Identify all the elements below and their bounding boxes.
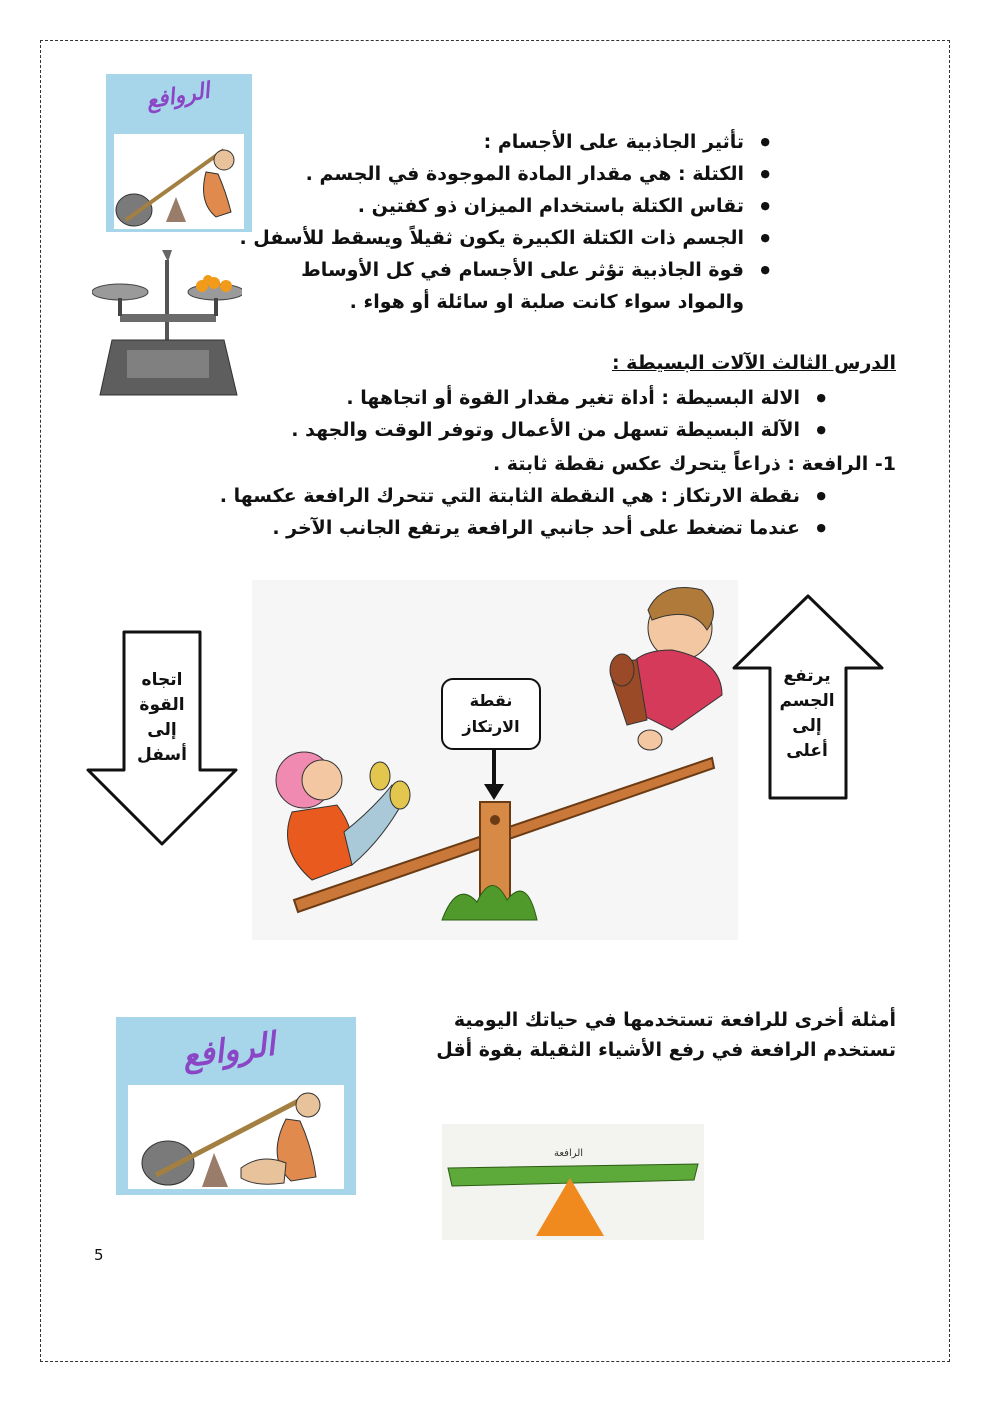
fulcrum-label: نقطة الارتكاز: [462, 691, 520, 736]
logo-word: الروافع: [179, 1024, 278, 1076]
lever-bullet-list: [220, 480, 826, 544]
list-item: ● تأثير الجاذبية على الأجسام :: [239, 126, 770, 158]
list-item: ● نقطة الارتكاز : هي النقطة الثابتة التي تتحرك الرافعة عكسها .: [220, 480, 826, 512]
fulcrum-pointer-icon: [482, 748, 506, 804]
examples-line-2: تستخدم الرافعة في رفع الأشياء الثقيلة بقوة أقل: [436, 1039, 896, 1061]
lever-cartoon-icon: [106, 132, 252, 232]
logo-word: الروافع: [144, 78, 212, 115]
list-item: ● الكتلة : هي مقدار المادة الموجودة في الجسم .: [239, 158, 770, 190]
list-item: ● قوة الجاذبية تؤثر على الأجسام في كل الأوساط: [239, 254, 770, 286]
balance-scale-icon: [92, 250, 242, 400]
up-arrow-label: يرتفع الجسم إلى أعلى: [779, 666, 835, 761]
down-arrow-label: اتجاه القوة إلى أسفل: [137, 670, 187, 765]
small-lever-picture: [442, 1124, 704, 1240]
small-lever-label: الرافعة: [554, 1148, 584, 1159]
gravity-bullet-list: [239, 126, 770, 286]
lever-definition: 1- الرافعة : ذراعاً يتحرك عكس نقطة ثابتة .: [492, 453, 896, 475]
levers-logo-top: [106, 74, 252, 232]
lesson-title: الدرس الثالث الآلات البسيطة :: [611, 352, 896, 374]
lever-cartoon-icon: [116, 1083, 356, 1193]
page-number: 5: [94, 1246, 104, 1264]
fulcrum-callout: [441, 678, 541, 750]
list-item: ● الآلة البسيطة تسهل من الأعمال وتوفر الوقت والجهد .: [291, 414, 826, 446]
list-item: ● الالة البسيطة : أداة تغير مقدار القوة أو اتجاهها .: [291, 382, 826, 414]
lesson-bullet-list: [291, 382, 826, 446]
list-item: ● الجسم ذات الكتلة الكبيرة يكون ثقيلاً ويسقط للأسفل .: [239, 222, 770, 254]
examples-line-1: أمثلة أخرى للرافعة تستخدمها في حياتك اليومية: [453, 1009, 896, 1031]
list-item: ● عندما تضغط على أحد جانبي الرافعة يرتفع الجانب الآخر .: [220, 512, 826, 544]
list-item: ● تقاس الكتلة باستخدام الميزان ذو كفتين .: [239, 190, 770, 222]
levers-logo-bottom: [116, 1017, 356, 1195]
gravity-continuation: والمواد سواء كانت صلبة او سائلة أو هواء .: [349, 291, 744, 313]
